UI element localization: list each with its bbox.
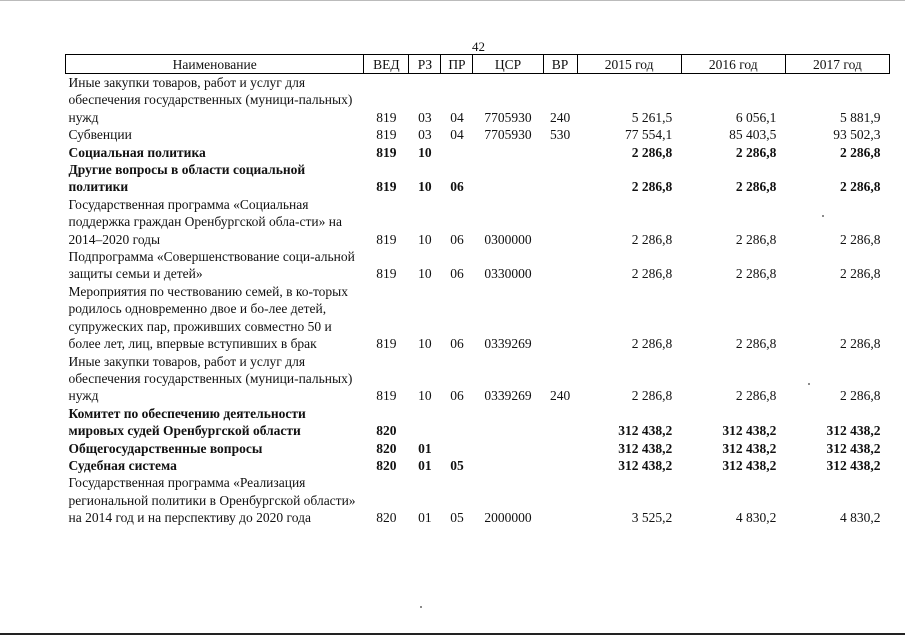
cell-ved: 820 [376, 457, 397, 473]
cell-y2015: 5 261,5 [631, 109, 673, 125]
cell-y2017: 2 286,8 [840, 179, 881, 195]
cell-y2015: 2 286,8 [631, 388, 673, 404]
cell-pr: 06 [450, 266, 464, 282]
cell-y2017: 2 286,8 [840, 336, 881, 352]
cell-ved: 820 [376, 510, 397, 526]
cell-name: Государственная программа «Социальная поддержка граждан Оренбургской обла-сти» на 2014–2020 годы [68, 196, 342, 247]
table-row [66, 74, 890, 127]
cell-rz: 01 [418, 457, 432, 473]
cell-y2015: 2 286,8 [631, 144, 673, 160]
table-row [66, 196, 890, 248]
cell-y2017: 312 438,2 [826, 423, 881, 439]
cell-pr [441, 144, 473, 161]
cell-rz: 10 [418, 388, 432, 404]
cell-ved: 820 [376, 440, 397, 456]
cell-y2017: 312 438,2 [826, 457, 881, 473]
cell-ved: 820 [376, 423, 397, 439]
cell-y2016: 6 056,1 [735, 109, 777, 125]
cell-csr: 2000000 [484, 510, 532, 526]
cell-rz: 10 [418, 144, 432, 160]
table-row [66, 126, 890, 143]
cell-pr [441, 405, 473, 440]
cell-pr: 04 [450, 109, 464, 125]
table-row [66, 248, 890, 283]
table-body [66, 74, 890, 527]
header-pr: ПР [441, 55, 473, 74]
cell-name: Мероприятия по чествованию семей, в ко-торых родилось одновременно двое и бо-лее детей, супружеских пар, проживших совместно 50 и более лет, лиц, впервые вступивших в брак [68, 283, 348, 352]
cell-csr [473, 161, 543, 196]
cell-rz [409, 405, 441, 440]
table-row [66, 405, 890, 440]
cell-y2015: 312 438,2 [618, 440, 673, 456]
scan-speck [420, 606, 422, 608]
cell-y2015: 312 438,2 [618, 423, 673, 439]
cell-name: Подпрограмма «Совершенствование соци-альной защиты семьи и детей» [68, 249, 355, 282]
header-2016: 2016 год [681, 55, 785, 74]
cell-csr [473, 144, 543, 161]
cell-csr [473, 405, 543, 440]
cell-pr [441, 440, 473, 457]
cell-vr [543, 405, 577, 440]
cell-rz: 10 [418, 231, 432, 247]
cell-ved: 819 [376, 231, 397, 247]
cell-csr: 0330000 [484, 266, 532, 282]
cell-pr: 06 [450, 179, 464, 195]
cell-rz: 10 [418, 179, 432, 195]
cell-y2016: 312 438,2 [722, 457, 777, 473]
cell-name: Иные закупки товаров, работ и услуг для обеспечения государственных (муници-пальных) нужд [68, 75, 353, 125]
cell-y2016: 2 286,8 [735, 144, 777, 160]
cell-rz: 10 [418, 336, 432, 352]
cell-y2017: 2 286,8 [840, 266, 881, 282]
cell-rz: 10 [418, 266, 432, 282]
cell-y2016: 2 286,8 [735, 266, 777, 282]
cell-csr: 7705930 [484, 109, 532, 125]
table-row [66, 161, 890, 196]
table-row [66, 457, 890, 474]
cell-y2017: 5 881,9 [840, 109, 881, 125]
cell-vr [543, 283, 577, 353]
cell-y2015: 2 286,8 [631, 266, 673, 282]
header-2015: 2015 год [577, 55, 681, 74]
table-row [66, 474, 890, 526]
cell-vr [543, 457, 577, 474]
budget-table [65, 54, 890, 527]
cell-y2016: 2 286,8 [735, 388, 777, 404]
cell-vr: 240 [549, 109, 571, 125]
scan-speck [822, 215, 824, 217]
cell-y2016: 4 830,2 [735, 510, 777, 526]
cell-ved: 819 [376, 179, 397, 195]
cell-name: Судебная система [68, 457, 177, 473]
table-row [66, 144, 890, 161]
cell-ved: 819 [376, 336, 397, 352]
cell-y2016: 85 403,5 [729, 127, 777, 143]
cell-y2015: 2 286,8 [631, 179, 673, 195]
cell-y2017: 93 502,3 [833, 127, 881, 143]
cell-y2015: 312 438,2 [618, 457, 673, 473]
cell-ved: 819 [376, 144, 397, 160]
cell-y2015: 2 286,8 [631, 231, 673, 247]
header-ved: ВЕД [364, 55, 409, 74]
cell-pr: 06 [450, 388, 464, 404]
cell-y2015: 2 286,8 [631, 336, 673, 352]
cell-ved: 819 [376, 127, 397, 143]
cell-y2016: 2 286,8 [735, 336, 777, 352]
cell-name: Иные закупки товаров, работ и услуг для обеспечения государственных (муници-пальных) нужд [68, 353, 353, 404]
cell-y2017: 2 286,8 [840, 388, 881, 404]
cell-vr: 240 [549, 388, 571, 404]
header-2017: 2017 год [785, 55, 889, 74]
table-header [66, 55, 890, 74]
cell-pr: 05 [450, 457, 464, 473]
cell-pr: 06 [450, 231, 464, 247]
table-row [66, 353, 890, 405]
cell-csr: 7705930 [484, 127, 532, 143]
scan-bottom-edge [0, 633, 905, 635]
cell-name: Социальная политика [68, 144, 206, 160]
cell-vr [543, 248, 577, 283]
cell-ved: 819 [376, 109, 397, 125]
cell-y2017: 312 438,2 [826, 440, 881, 456]
cell-y2016: 312 438,2 [722, 423, 777, 439]
cell-pr: 06 [450, 336, 464, 352]
cell-pr: 04 [450, 127, 464, 143]
cell-csr [473, 440, 543, 457]
cell-y2017: 2 286,8 [840, 231, 881, 247]
cell-rz: 03 [418, 127, 432, 143]
cell-name: Общегосударственные вопросы [68, 440, 263, 456]
cell-vr [543, 144, 577, 161]
header-rz: РЗ [409, 55, 441, 74]
cell-y2016: 312 438,2 [722, 440, 777, 456]
cell-csr: 0339269 [484, 336, 532, 352]
cell-y2017: 2 286,8 [840, 144, 881, 160]
cell-vr [543, 196, 577, 248]
cell-ved: 819 [376, 388, 397, 404]
cell-name: Комитет по обеспечению деятельности мировых судей Оренбургской области [68, 405, 306, 439]
scan-top-edge [0, 0, 905, 1]
cell-y2017: 4 830,2 [840, 510, 881, 526]
cell-csr [473, 457, 543, 474]
header-vr: ВР [543, 55, 577, 74]
table-row [66, 283, 890, 353]
header-csr: ЦСР [473, 55, 543, 74]
cell-y2016: 2 286,8 [735, 179, 777, 195]
cell-vr [543, 474, 577, 526]
cell-csr: 0300000 [484, 231, 532, 247]
cell-vr [543, 161, 577, 196]
header-name: Наименование [66, 55, 364, 74]
cell-rz: 01 [418, 440, 432, 456]
cell-name: Государственная программа «Реализация региональной политики в Оренбургской области» на 2014 год и на перспективу до 2020 года [68, 475, 356, 526]
table-row [66, 440, 890, 457]
cell-name: Субвенции [68, 127, 132, 143]
cell-name: Другие вопросы в области социальной политики [68, 162, 306, 195]
cell-y2015: 77 554,1 [624, 127, 673, 143]
cell-rz: 01 [418, 510, 432, 526]
cell-y2015: 3 525,2 [631, 510, 673, 526]
scan-speck [808, 383, 810, 385]
cell-vr: 530 [549, 127, 571, 143]
cell-pr: 05 [450, 510, 464, 526]
cell-y2016: 2 286,8 [735, 231, 777, 247]
cell-csr: 0339269 [484, 388, 532, 404]
cell-vr [543, 440, 577, 457]
cell-rz: 03 [418, 109, 432, 125]
cell-ved: 819 [376, 266, 397, 282]
page-number: 42 [472, 39, 485, 54]
